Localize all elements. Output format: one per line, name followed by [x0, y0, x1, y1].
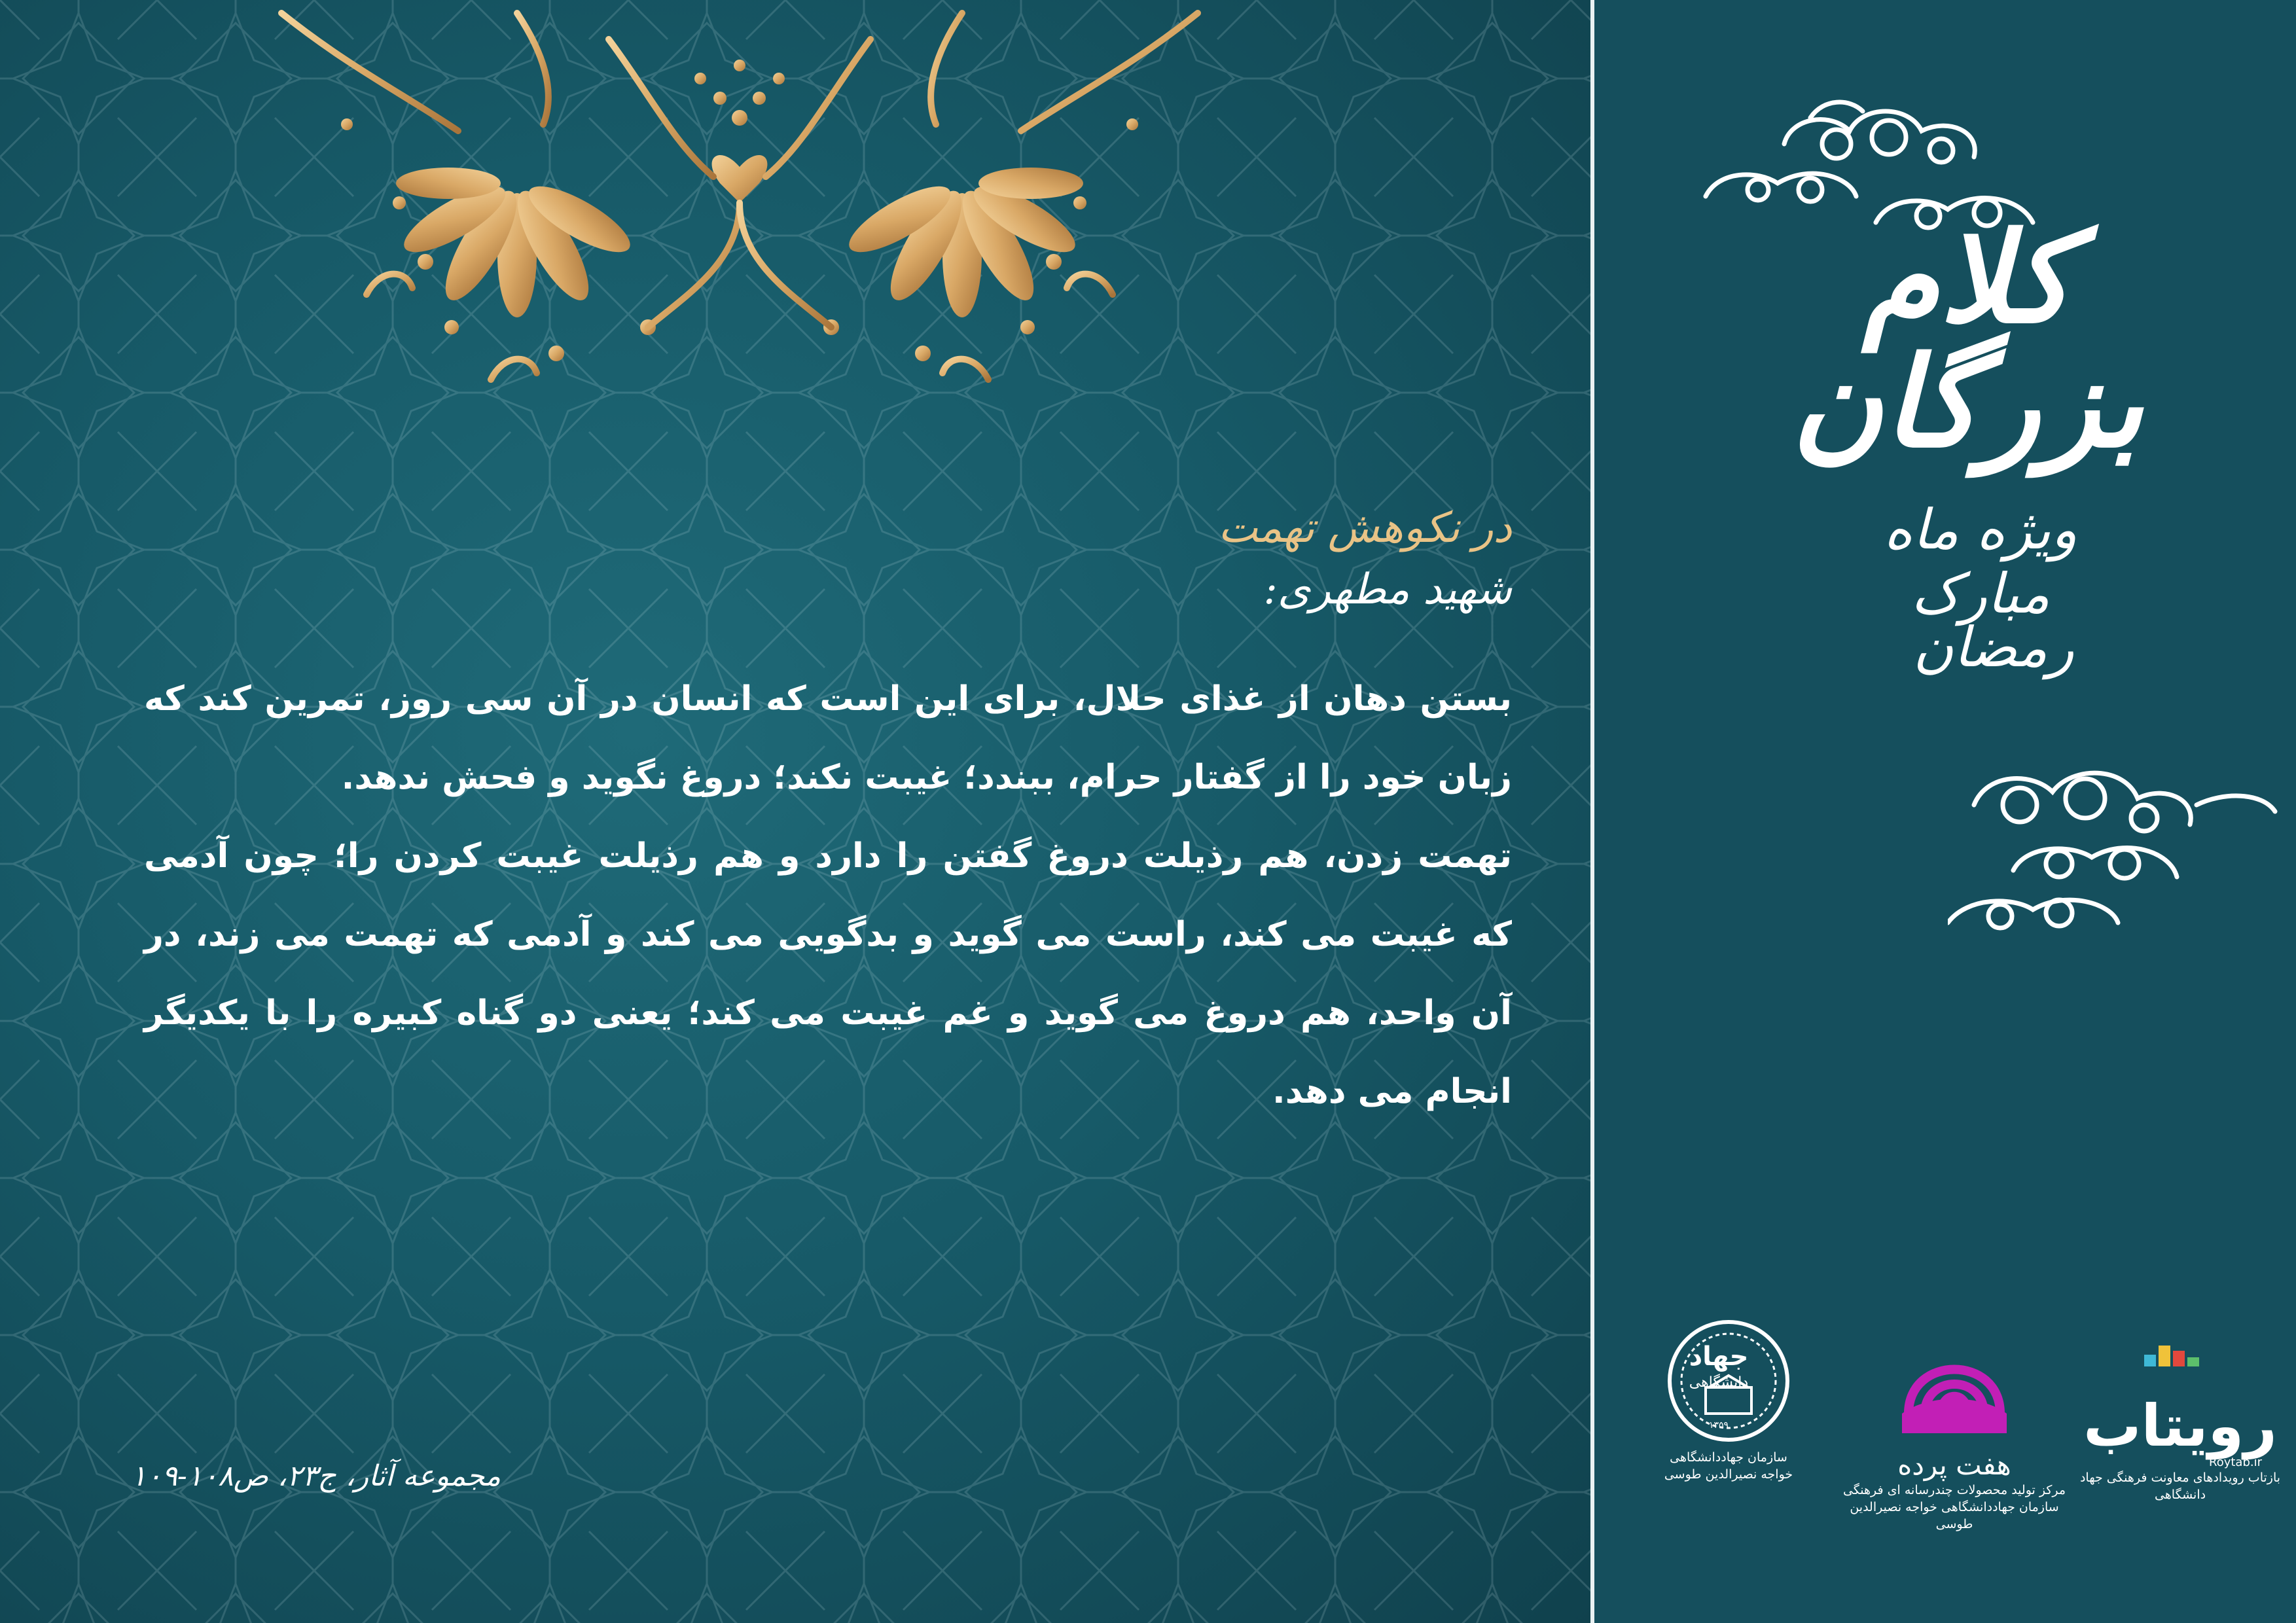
jahad-year: ۱۳۵۹	[1708, 1420, 1729, 1431]
jahad-caption-1: سازمان جهاددانشگاهی	[1670, 1450, 1787, 1465]
jahad-caption-2: خواجه نصیرالدین طوسی	[1664, 1467, 1793, 1482]
title-subtitle-line-2: رمضان	[1913, 615, 2074, 679]
quote-block	[144, 504, 1512, 1131]
roytab-name: رویتاب	[2083, 1392, 2277, 1459]
quote-paragraph-1: بستن دهان از غذای حلال، برای این است که انسان در آن سی روز، تمرین کند که زبان خود را از گفتار حرام، ببندد؛ غیبت نکند؛ دروغ نگوید و فحش ندهد.	[144, 679, 1512, 797]
roytab-caption: بازتاب رویدادهای معاونت فرهنگی جهاد دانشگاهی	[2079, 1471, 2281, 1502]
quote-subtitle: در نکوهش تهمت	[1218, 504, 1512, 552]
roytab-url: Roytab.ir	[2209, 1455, 2262, 1469]
haft-pardeh-caption-1: مرکز تولید محصولات چندرسانه ای فرهنگی	[1842, 1483, 2066, 1497]
jahad-sub: دانشگاهی	[1689, 1374, 1749, 1391]
quote-author: شهید مطهری:	[1263, 565, 1512, 614]
jahad-name: جهاد	[1689, 1342, 1749, 1372]
gold-mandala-ornament	[151, 0, 1329, 406]
jahad-logo[interactable]	[1653, 1315, 1804, 1483]
haft-pardeh-logo[interactable]	[1830, 1315, 2079, 1533]
roytab-mark-icon	[2131, 1342, 2229, 1394]
right-panel	[1594, 0, 2296, 1623]
haft-pardeh-name: هفت پرده	[1897, 1449, 2011, 1481]
quote-source: مجموعه آثار، ج۲۳، ص۱۰۸-۱۰۹	[131, 1459, 501, 1493]
main-title: کلام بزرگان	[1791, 205, 2144, 475]
quote-paragraph-2: تهمت زدن، هم رذیلت دروغ گفتن را دارد و هم رذیلت غیبت کردن را؛ چون آدمی که غیبت می کند، راست می گوید و بدگویی می کند و آدمی که تهمت می زند، در آن واحد، هم دروغ می گوید و غم غیبت می کند؛ یعنی دو گناه کبیره را با یکدیگر انجام می دهد.	[144, 836, 1512, 1111]
cloud-ornament-bottom	[1948, 753, 2288, 949]
roytab-logo[interactable]	[2079, 1342, 2282, 1503]
title-subtitle-line-1: ویژه ماه مبارک	[1884, 497, 2077, 626]
haft-pardeh-caption-2: سازمان جهاددانشگاهی خواجه نصیرالدین طوسی	[1850, 1500, 2059, 1531]
haft-pardeh-mark-icon	[1889, 1315, 2020, 1446]
